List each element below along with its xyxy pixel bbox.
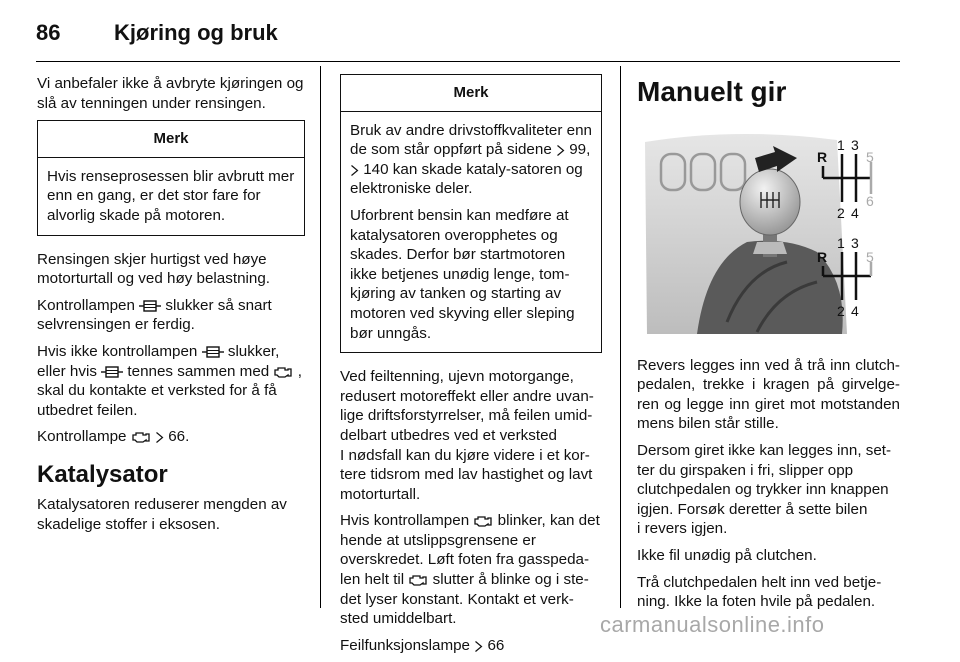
svg-text:3: 3 — [851, 235, 859, 251]
note-title: Merk — [38, 121, 304, 158]
paragraph-revers: Revers legges inn ved å trå inn clutch-pedalen, trekke i kragen på girvelge-ren og legge inn giret mot motstanden mens bilen står stille. — [637, 356, 900, 433]
note-title: Merk — [341, 75, 601, 112]
note-body — [38, 158, 304, 235]
column-3 — [637, 74, 900, 619]
column-1 — [37, 74, 305, 534]
page-reference-link[interactable]: 99, — [569, 141, 591, 159]
paragraph-feiltenning: Ved feiltenning, ujevn motorgange, redusert motoreffekt eller andre uvan-lige driftsforstyrrelser, må feilen umid-delbart utbedres ved et verksted — [340, 368, 594, 444]
engine-check-icon — [473, 514, 493, 528]
header-rule — [36, 61, 900, 62]
section-title-manuelt-gir: Manuelt gir — [637, 76, 787, 107]
svg-text:2: 2 — [837, 303, 845, 319]
svg-text:1: 1 — [837, 137, 845, 153]
svg-text:4: 4 — [851, 303, 859, 319]
svg-text:R: R — [817, 149, 828, 165]
page-reference-link[interactable]: 66. — [168, 428, 190, 446]
paragraph-blinker: Hvis kontrollampen blinker, kan det hende at utslippsgrensene er overskredet. Løft foten fra gasspeda-len helt til slutter å blinke og i ste-det lyser konstant. Kontakt et verk-sted umiddelbart. — [340, 512, 600, 628]
paragraph-traa-clutch: Trå clutchpedalen helt inn ved betje-ning. Ikke la foten hvile på pedalen. — [637, 573, 882, 611]
note-paragraph-1: Bruk av andre drivstoffkvaliteter enn de som står oppført på sidene 99, 140 kan skade kataly-satoren og elektroniske deler. — [350, 121, 592, 198]
svg-text:6: 6 — [866, 193, 874, 209]
paragraph-kontrollampe-ref: Kontrollampe 66. — [37, 428, 190, 446]
svg-text:5: 5 — [866, 249, 874, 265]
page-header — [36, 20, 900, 54]
note-paragraph-2: Uforbrent bensin kan medføre at katalysatoren overopphetes og skades. Derfor bør startmotoren ikke betjenes unødig lenge, tom-kjøring av tanken og starting av motoren ved skyving eller sleping bør unngås. — [350, 206, 575, 342]
note-body — [341, 112, 601, 353]
gear-shift-illustration — [637, 122, 900, 334]
svg-text:2: 2 — [837, 205, 845, 221]
particle-filter-icon — [101, 365, 123, 379]
engine-check-icon — [131, 430, 151, 444]
particle-filter-icon — [139, 299, 161, 313]
intro-paragraph: Vi anbefaler ikke å avbryte kjøringen og slå av tenningen under rensingen. — [37, 75, 304, 112]
page-reference-arrow-icon — [155, 431, 164, 444]
column-2 — [340, 74, 602, 662]
paragraph-ikke-fil: Ikke fil unødig på clutchen. — [637, 546, 817, 564]
paragraph-dersom: Dersom giret ikke kan legges inn, set-ter du girspaken i fri, slipper opp clutchpedalen og trykker inn knappen igjen. Forsøk deretter å sette bilen — [637, 441, 892, 518]
page-number: 86 — [36, 20, 61, 45]
page-reference-link[interactable]: 140 kan skade kataly-satoren og elektroniske deler. — [350, 160, 583, 198]
page-reference-arrow-icon — [556, 144, 565, 157]
svg-text:1: 1 — [837, 235, 845, 251]
note-box-1 — [37, 120, 305, 235]
column-divider-2 — [620, 66, 621, 608]
note-text: Hvis renseprosessen blir avbrutt mer enn en gang, er det stor fare for alvorlig skade på motoren. — [47, 167, 295, 224]
paragraph-kontrollampe: Kontrollampen slukker så snart selvrensingen er ferdig. — [37, 296, 272, 334]
engine-check-icon — [408, 573, 428, 587]
paragraph-hvis-ikke: Hvis ikke kontrollampen slukker, eller hvis tennes sammen med , skal du kontakte et verksted for å få utbedret feilen. — [37, 342, 302, 419]
svg-text:5: 5 — [866, 149, 874, 165]
particle-filter-icon — [202, 345, 224, 359]
note-box-2 — [340, 74, 602, 353]
page-reference-link[interactable]: 66 — [487, 636, 505, 654]
svg-text:R: R — [817, 249, 828, 265]
column-divider-1 — [320, 66, 321, 608]
paragraph-katalysator: Katalysatoren reduserer mengden av skadelige stoffer i eksosen. — [37, 495, 287, 533]
paragraph-dersom-cont: i revers igjen. — [637, 520, 728, 538]
section-title-katalysator: Katalysator — [37, 460, 168, 488]
paragraph-feilfunksjonslampe: Feilfunksjonslampe 66 — [340, 636, 505, 654]
paragraph-nodsfall: I nødsfall kan du kjøre videre i et kor-tere tidsrom med lav hastighet og lavt motorturtall. — [340, 446, 593, 503]
engine-check-icon — [273, 365, 293, 379]
gear-knob — [740, 169, 800, 235]
svg-text:3: 3 — [851, 137, 859, 153]
paragraph-rensing: Rensingen skjer hurtigst ved høye motorturtall og ved høy belastning. — [37, 250, 270, 288]
svg-text:4: 4 — [851, 205, 859, 221]
chapter-title: Kjøring og bruk — [114, 20, 278, 45]
watermark: carmanualsonline.info — [600, 612, 825, 637]
page-reference-arrow-icon — [350, 164, 359, 177]
